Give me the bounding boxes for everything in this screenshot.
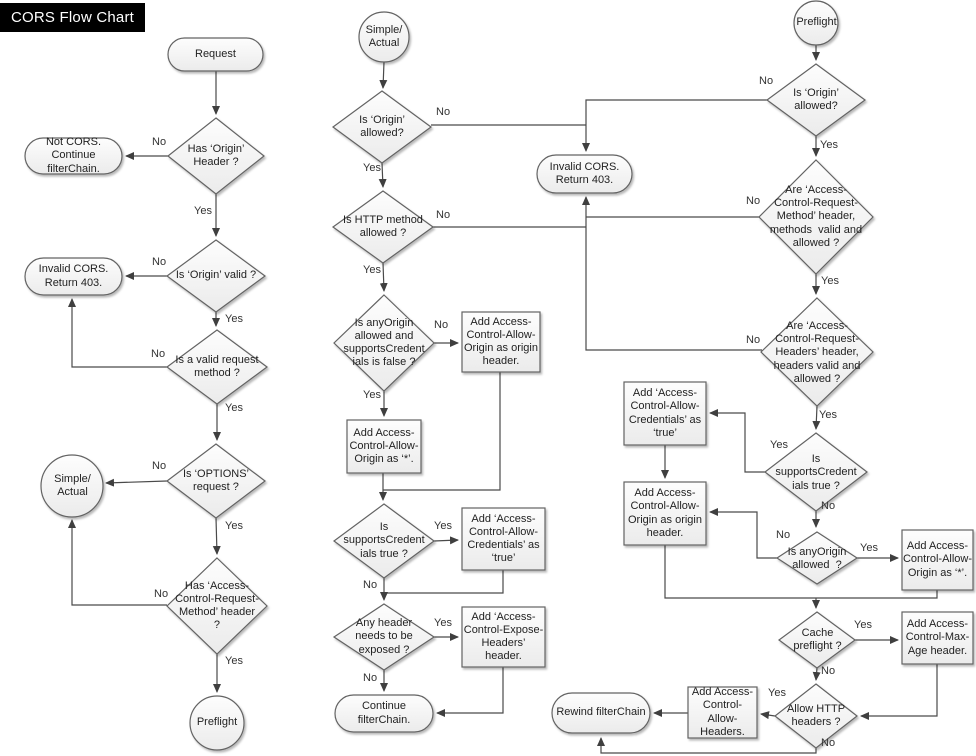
options-request-decision bbox=[167, 444, 265, 518]
edge-label: Yes bbox=[770, 439, 788, 451]
edge-c3-acrh-yes bbox=[816, 406, 817, 429]
add-credentials-process-right bbox=[624, 382, 706, 445]
edge-valid-method-no bbox=[72, 299, 167, 367]
edge-label: Yes bbox=[860, 542, 878, 554]
options-request-label: Is ‘OPTIONS’ request ? bbox=[182, 467, 249, 493]
add-expose-headers-label: Add ‘Access- Control-Expose- Headers’ header. bbox=[463, 610, 544, 663]
not-cors-terminator bbox=[25, 138, 122, 174]
edge-label: Yes bbox=[225, 520, 243, 532]
add-allow-headers-process bbox=[688, 687, 757, 738]
edge-c3-cred-yes bbox=[710, 413, 765, 472]
edge-c2-cred-yes bbox=[434, 540, 458, 541]
preflight-right-label: Preflight bbox=[796, 16, 837, 29]
continue-filterchain-terminator bbox=[335, 695, 433, 732]
add-credentials-right-label: Add ‘Access- Control-Allow- Credentials’ as ‘true’ bbox=[628, 387, 702, 439]
add-origin-header-right-label: Add Access- Control-Allow- Origin as origin header. bbox=[628, 487, 702, 539]
rewind-filterchain-label: Rewind filterChain bbox=[556, 706, 646, 719]
edge-label: No bbox=[821, 737, 836, 749]
edge-options-yes bbox=[216, 518, 217, 554]
edge-label: No bbox=[363, 579, 378, 591]
edge-label: No bbox=[436, 106, 451, 118]
edge-c2-simple-to-origin bbox=[383, 62, 384, 88]
edge-label: No bbox=[759, 75, 774, 87]
simple-actual-connector-mid bbox=[359, 12, 409, 62]
invalid-cors-left-label: Invalid CORS. Return 403. bbox=[38, 263, 109, 289]
add-origin-header-process-mid bbox=[462, 312, 540, 372]
preflight-connector-left bbox=[190, 696, 244, 750]
simple-actual-left-label: Simple/ Actual bbox=[54, 472, 91, 498]
add-credentials-process-mid bbox=[462, 508, 545, 570]
page-title: CORS Flow Chart bbox=[0, 3, 145, 32]
invalid-cors-mid-label: Invalid CORS. Return 403. bbox=[549, 160, 620, 186]
edge-maxage-to-allowhttp bbox=[861, 664, 937, 716]
invalid-cors-terminator-left bbox=[25, 258, 122, 295]
add-origin-star-process-right bbox=[902, 530, 973, 590]
continue-filterchain-label: Continue filterChain. bbox=[357, 700, 411, 726]
has-origin-label: Has ‘Origin’ Header ? bbox=[187, 142, 245, 168]
edge-label: No bbox=[434, 319, 449, 331]
edge-c2-origin-yes bbox=[382, 163, 383, 187]
valid-method-decision bbox=[167, 330, 267, 404]
acrm-header-decision bbox=[167, 558, 267, 654]
add-origin-star-right-label: Add Access- Control-Allow- Origin as ‘*’. bbox=[902, 540, 973, 579]
edge-label: No bbox=[152, 136, 167, 148]
acrh-valid-label: Are ‘Access- Control-Request- Headers’ header, headers valid and allowed ? bbox=[773, 320, 861, 385]
edge-label: No bbox=[746, 334, 761, 346]
origin-valid-decision bbox=[167, 240, 265, 312]
simple-actual-connector-left bbox=[41, 455, 103, 517]
edge-label: Yes bbox=[225, 313, 243, 325]
edge-label: No bbox=[776, 529, 791, 541]
acrm-valid-label: Are ‘Access- Control-Request- Method’ header, methods valid and allowed ? bbox=[769, 184, 863, 249]
supports-cred-mid-label: Is supportsCredent ials true ? bbox=[343, 521, 425, 560]
edge-acrm-no bbox=[72, 520, 167, 605]
request-terminator bbox=[168, 38, 263, 71]
add-expose-headers-process bbox=[462, 607, 545, 667]
cache-preflight-label: Cache preflight ? bbox=[793, 626, 842, 652]
add-maxage-label: Add Access- Control-Max- Age header. bbox=[905, 618, 970, 657]
anyorigin-supportscred-label: Is anyOrigin allowed and supportsCredent ials is false ? bbox=[343, 316, 425, 369]
rewind-filterchain-terminator bbox=[552, 693, 650, 733]
edge-label: Yes bbox=[363, 264, 381, 276]
has-origin-decision bbox=[168, 118, 264, 194]
edge-label: Yes bbox=[768, 687, 786, 699]
add-origin-header-mid-label: Add Access- Control-Allow- Origin as origin header. bbox=[464, 315, 538, 368]
edge-options-no bbox=[106, 481, 167, 483]
origin-allowed-mid-label: Is ‘Origin’ allowed? bbox=[359, 113, 405, 139]
acrh-valid-decision bbox=[761, 298, 873, 406]
any-header-exposed-label: Any header needs to be exposed ? bbox=[355, 617, 413, 656]
acrm-valid-decision bbox=[759, 160, 873, 274]
edge-to-invalid-bottom bbox=[586, 197, 762, 350]
simple-actual-mid-label: Simple/ Actual bbox=[365, 23, 403, 49]
valid-method-label: Is a valid request method ? bbox=[175, 353, 259, 379]
edge-label: Yes bbox=[821, 275, 839, 287]
add-maxage-process bbox=[902, 612, 973, 664]
supports-cred-decision-mid bbox=[334, 504, 434, 578]
edge-label: No bbox=[436, 209, 451, 221]
edge-c3-http-no bbox=[601, 738, 816, 753]
http-allowed-label: Is HTTP method allowed ? bbox=[343, 213, 423, 239]
edge-label: Yes bbox=[225, 655, 243, 667]
acrm-header-label: Has ‘Access- Control-Request- Method’ header ? bbox=[175, 579, 259, 632]
edge-to-invalid-top bbox=[586, 100, 767, 151]
edge-label: Yes bbox=[434, 520, 452, 532]
edge-c3-star-out bbox=[816, 590, 937, 598]
origin-allowed-right-label: Is ‘Origin’ allowed? bbox=[793, 86, 839, 112]
allow-http-headers-decision bbox=[775, 684, 857, 748]
add-origin-header-process-right bbox=[624, 482, 706, 545]
edge-label: No bbox=[821, 500, 836, 512]
edge-c2-credentials-out bbox=[384, 570, 503, 593]
invalid-cors-terminator-mid bbox=[537, 155, 632, 193]
edge-label: No bbox=[152, 256, 167, 268]
add-allow-headers-label: Add Access- Control- Allow- Headers. bbox=[691, 686, 754, 738]
edge-label: No bbox=[746, 195, 761, 207]
supports-cred-right-label: Is supportsCredent ials true ? bbox=[775, 453, 857, 492]
edge-label: No bbox=[154, 588, 169, 600]
edge-label: No bbox=[151, 348, 166, 360]
origin-valid-label: Is ‘Origin’ valid ? bbox=[175, 269, 257, 282]
any-header-exposed-decision bbox=[334, 604, 434, 670]
add-origin-star-mid-label: Add Access- Control-Allow- Origin as ‘*’. bbox=[349, 426, 419, 466]
edge-c3-anyorigin-no bbox=[710, 512, 777, 558]
preflight-left-label: Preflight bbox=[196, 716, 238, 729]
http-method-allowed-decision bbox=[333, 191, 433, 263]
edge-label: Yes bbox=[434, 617, 452, 629]
supports-cred-decision-right bbox=[765, 433, 867, 511]
edge-label: Yes bbox=[819, 409, 837, 421]
edge-label: Yes bbox=[363, 389, 381, 401]
edge-label: Yes bbox=[225, 402, 243, 414]
allow-http-headers-label: Allow HTTP headers ? bbox=[786, 702, 846, 728]
anyorigin-allowed-decision-right bbox=[777, 532, 857, 584]
edge-c2-expose-to-continue bbox=[437, 667, 503, 713]
edge-label: Yes bbox=[194, 205, 212, 217]
not-cors-label: Not CORS. Continue filterChain. bbox=[45, 136, 101, 175]
preflight-connector-right bbox=[794, 1, 838, 45]
add-credentials-mid-label: Add ‘Access- Control-Allow- Credentials’ as ‘true’ bbox=[467, 512, 540, 565]
cache-preflight-decision bbox=[779, 612, 855, 668]
origin-allowed-decision-right bbox=[767, 64, 865, 136]
anyorigin-allowed-right-label: Is anyOrigin allowed ? bbox=[787, 545, 847, 571]
request-label: Request bbox=[195, 47, 236, 60]
edge-label: Yes bbox=[854, 619, 872, 631]
edge-c2-http-yes bbox=[383, 263, 384, 291]
edge-c3-cache-no bbox=[816, 668, 817, 680]
edge-label: No bbox=[152, 460, 167, 472]
edge-label: Yes bbox=[363, 162, 381, 174]
edge-label: No bbox=[363, 672, 378, 684]
origin-allowed-decision-mid bbox=[333, 91, 431, 163]
edge-label: No bbox=[821, 665, 836, 677]
anyorigin-supportscred-decision bbox=[334, 295, 434, 391]
add-origin-star-process-mid bbox=[347, 420, 421, 473]
edge-c3-http-yes bbox=[761, 714, 775, 716]
edge-label: Yes bbox=[820, 139, 838, 151]
